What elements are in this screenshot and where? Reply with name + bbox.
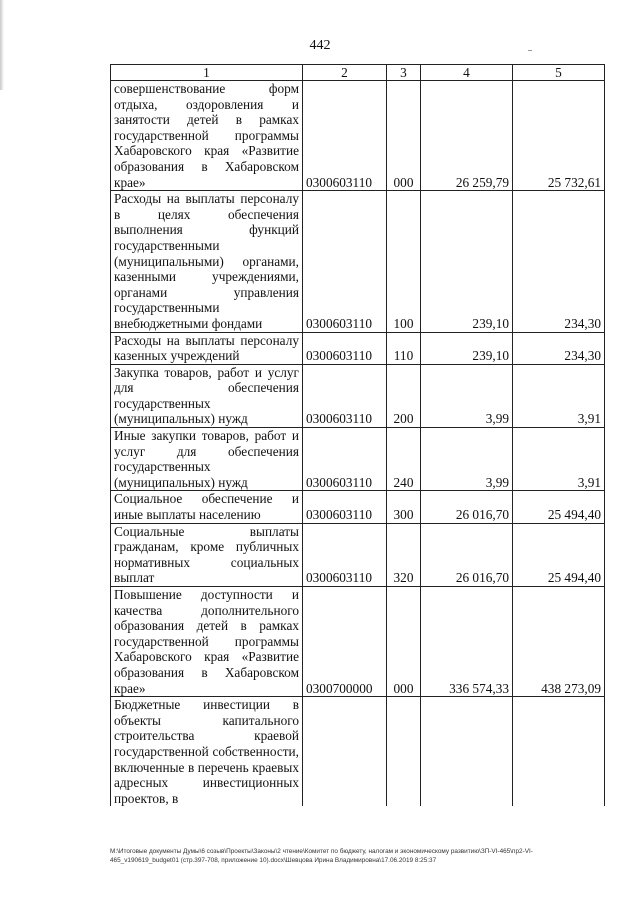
footer-line-2: 465_v190619_budget01 (стр.397-708, приложение 10).docx\Шевцова Ирина Владимировна\17.06.2019 8:25:37 [110, 856, 437, 864]
row-code: 0300603110 [303, 191, 387, 332]
table-row [111, 428, 605, 491]
header-col-5: 5 [513, 65, 605, 81]
row-code: 0300603110 [303, 428, 387, 491]
row-sum-1: 26 259,79 [421, 81, 513, 191]
row-code: 0300603110 [303, 332, 387, 364]
row-sum-1: 239,10 [421, 332, 513, 364]
table-row [111, 523, 605, 586]
row-sum-2: 234,30 [513, 191, 605, 332]
row-name: Социальные выплаты гражданам, кроме публичных нормативных социальных выплат [111, 523, 303, 586]
budget-table [110, 64, 605, 806]
table-row [111, 332, 605, 364]
footer-line-1: M:\Итоговые документы Думы\6 созыв\Проекты\Законы\2 чтение\Комитет по бюджету, налогам и экономическому развитию\ЗП-VI-465\пр2-VI- [110, 848, 533, 855]
row-expense-type: 200 [387, 364, 421, 427]
row-code: 0300603110 [303, 81, 387, 191]
row-sum-1 [421, 697, 513, 807]
row-name: Расходы на выплаты персоналу в целях обеспечения выполнения функций государственными (муниципальными) органами, казенными учреждениями, органами управления государственными внебюджетными фондами [111, 191, 303, 332]
row-sum-2: 25 732,61 [513, 81, 605, 191]
row-sum-1: 336 574,33 [421, 587, 513, 697]
page-number: 442 [309, 38, 331, 53]
header-col-3: 3 [387, 65, 421, 81]
row-sum-1: 3,99 [421, 428, 513, 491]
row-expense-type: 110 [387, 332, 421, 364]
row-expense-type: 000 [387, 81, 421, 191]
row-name: Закупка товаров, работ и услуг для обеспечения государственных (муниципальных) нужд [111, 364, 303, 427]
row-code [303, 697, 387, 807]
row-name: Повышение доступности и качества дополнительного образования детей в рамках государственной программы Хабаровского края «Развитие образования в Хабаровском крае» [111, 587, 303, 697]
row-name: совершенствование форм отдыха, оздоровления и занятости детей в рамках государственной программы Хабаровского края «Развитие образования в Хабаровском крае» [111, 81, 303, 191]
row-sum-2: 25 494,40 [513, 491, 605, 523]
row-code: 0300700000 [303, 587, 387, 697]
row-sum-2: 234,30 [513, 332, 605, 364]
row-sum-1: 26 016,70 [421, 491, 513, 523]
table-row [111, 491, 605, 523]
row-sum-2: 3,91 [513, 364, 605, 427]
scan-mark [528, 50, 532, 51]
row-sum-1: 26 016,70 [421, 523, 513, 586]
table-header-row [111, 65, 605, 81]
table-row [111, 81, 605, 191]
table-row [111, 587, 605, 697]
row-name: Иные закупки товаров, работ и услуг для обеспечения государственных (муниципальных) нужд [111, 428, 303, 491]
row-sum-2: 438 273,09 [513, 587, 605, 697]
row-expense-type: 320 [387, 523, 421, 586]
table-row [111, 697, 605, 807]
row-code: 0300603110 [303, 523, 387, 586]
row-expense-type: 000 [387, 587, 421, 697]
row-expense-type [387, 697, 421, 807]
row-sum-1: 239,10 [421, 191, 513, 332]
row-sum-2: 25 494,40 [513, 523, 605, 586]
row-sum-1: 3,99 [421, 364, 513, 427]
row-expense-type: 100 [387, 191, 421, 332]
header-col-2: 2 [303, 65, 387, 81]
row-expense-type: 300 [387, 491, 421, 523]
row-name: Социальное обеспечение и иные выплаты населению [111, 491, 303, 523]
row-sum-2 [513, 697, 605, 807]
row-expense-type: 240 [387, 428, 421, 491]
document-path-footer [110, 848, 622, 865]
header-col-1: 1 [111, 65, 303, 81]
row-name: Расходы на выплаты персоналу казенных учреждений [111, 332, 303, 364]
row-code: 0300603110 [303, 364, 387, 427]
row-code: 0300603110 [303, 491, 387, 523]
row-name: Бюджетные инвестиции в объекты капитального строительства краевой государственной собственности, включенные в перечень краевых адресных инвестиционных проектов, в [111, 697, 303, 807]
table-row [111, 191, 605, 332]
header-col-4: 4 [421, 65, 513, 81]
table-row [111, 364, 605, 427]
row-sum-2: 3,91 [513, 428, 605, 491]
